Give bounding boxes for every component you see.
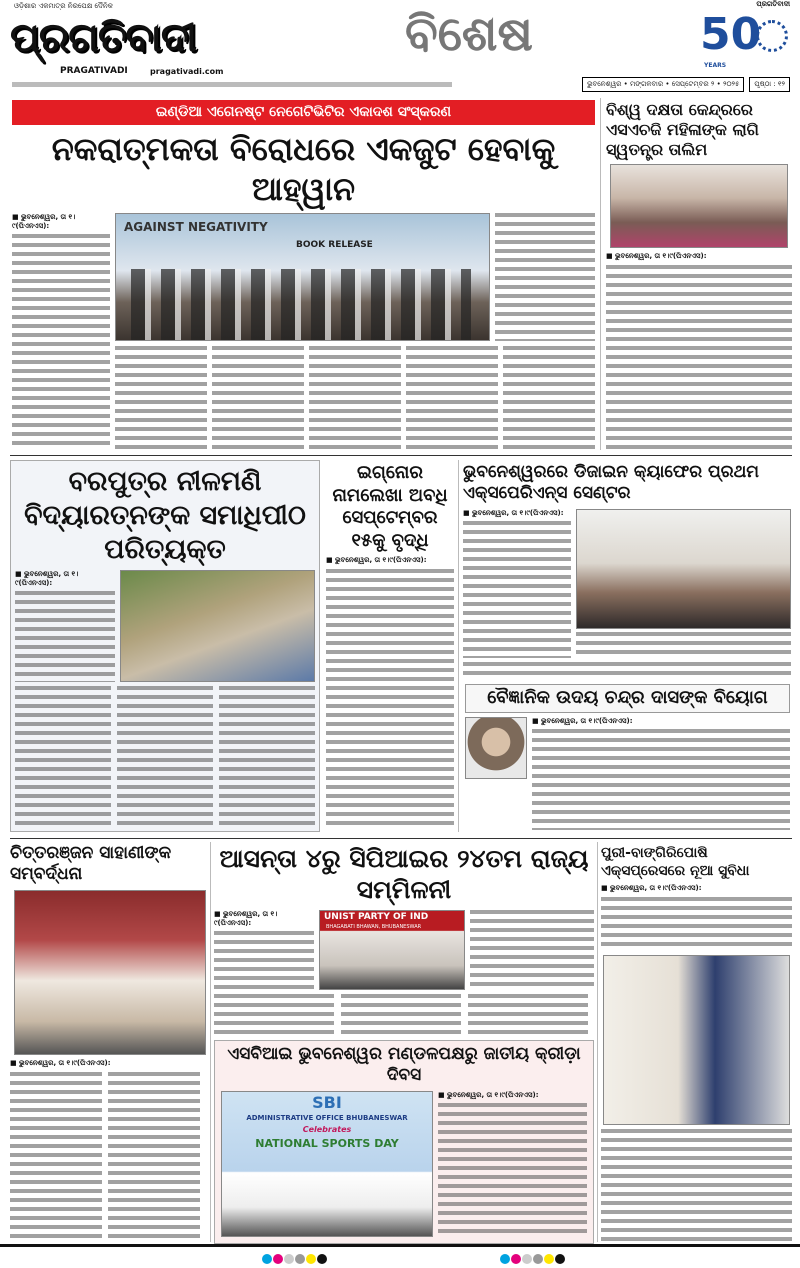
cafe-col2 bbox=[576, 509, 791, 659]
sbi-photo-line2: Celebrates bbox=[302, 1124, 352, 1134]
anniv-label: YEARS bbox=[704, 62, 727, 69]
sbi-photo-line3: NATIONAL SPORTS DAY bbox=[255, 1136, 399, 1150]
samadhi-photo bbox=[120, 570, 315, 682]
lead-story bbox=[12, 100, 595, 450]
page-number: ପୃଷ୍ଠା : ୧୨ bbox=[749, 77, 790, 92]
scientist-dateline: ■ ଭୁବନେଶ୍ୱର, ତା ୧।୯(ପିଏନଏସ): bbox=[532, 716, 633, 725]
cpi-story bbox=[214, 843, 594, 1036]
cafe-col1 bbox=[463, 509, 571, 659]
cafe-body-bottom bbox=[463, 662, 791, 680]
lead-headline: ନକରାତ୍ମକତା ବିରୋଧରେ ଏକଜୁଟ ହେବାକୁ ଆହ୍ୱାନ bbox=[51, 130, 556, 208]
samadhi-story bbox=[10, 460, 320, 832]
lead-photo-row bbox=[115, 213, 595, 341]
ignou-headline: ଇଗ୍ନୋର ନାମଲେଖା ଅବଧି ସେପ୍ଟେମ୍ବର ୧୫କୁ ବୃଦ୍ଧି bbox=[332, 462, 448, 551]
lead-kicker: ଇଣ୍ଡିଆ ଏଗେନଷ୍ଟ ନେଗେଟିଭିଟିର ଏକାଦଶ ସଂସ୍କରଣ bbox=[12, 100, 595, 125]
anniversary-logo bbox=[700, 0, 790, 74]
ignou-dateline: ■ ଭୁବନେଶ୍ୱର, ତା ୧।୯(ପିଏନଏସ): bbox=[326, 556, 427, 564]
column-rule bbox=[458, 460, 459, 832]
cpi-dateline: ■ ଭୁବନେଶ୍ୱର, ତା ୧।୯(ପିଏନଏସ): bbox=[214, 909, 278, 927]
date-strip bbox=[582, 77, 790, 92]
cpi-col1 bbox=[214, 910, 314, 990]
logo-english: PRAGATIVADI bbox=[60, 66, 128, 76]
date-rule bbox=[12, 82, 452, 87]
lead-body bbox=[12, 213, 595, 450]
lead-body-bottom bbox=[115, 346, 595, 450]
samadhi-headline: ବରପୁତ୍ର ନୀଳମଣି ବିଦ୍ୟାରତ୍ନଙ୍କ ସମାଧିପୀଠ ପରିତ୍ୟକ୍ତ bbox=[24, 466, 306, 565]
scientist-headline: ବୈଜ୍ଞାନିକ ଉଦୟ ଚନ୍ଦ୍ର ଦାସଙ୍କ ବିୟୋଗ bbox=[465, 684, 790, 713]
express-caption bbox=[601, 1129, 792, 1241]
website: pragativadi.com bbox=[150, 67, 224, 76]
cafe-dateline: ■ ଭୁବନେଶ୍ୱର, ତା ୧।୯(ପିଏନଏସ): bbox=[463, 508, 564, 517]
column-rule bbox=[210, 842, 211, 1242]
lead-dateline: ■ ଭୁବନେଶ୍ୱର, ତା ୧।୯(ପିଏନଏସ): bbox=[12, 213, 76, 231]
express-headline: ପୁରୀ-ବାଙ୍ଗିରିପୋଷି ଏକ୍ସପ୍ରେସରେ ନୂଆ ସୁବିଧା bbox=[601, 845, 750, 879]
cpi-headline: ଆସନ୍ତା ୪ରୁ ସିପିଆଇର ୨୪ତମ ରାଜ୍ୟ ସମ୍ମିଳନୀ bbox=[219, 844, 589, 905]
felicitation-story bbox=[10, 843, 206, 1241]
express-dateline: ■ ଭୁବନେଶ୍ୱର, ତା ୧।୯(ପିଏନଏସ): bbox=[601, 884, 702, 892]
column-rule bbox=[600, 98, 601, 450]
lead-col1 bbox=[12, 213, 110, 450]
lead-main bbox=[115, 213, 595, 450]
express-body bbox=[601, 897, 792, 951]
express-story bbox=[601, 845, 792, 1241]
felicitation-headline: ଚିତ୍ତରଞ୍ଜନ ସାହାଣୀଙ୍କ ସମ୍ବର୍ଦ୍ଧନା bbox=[10, 843, 172, 885]
scientist-body bbox=[532, 729, 790, 830]
scientist-photo bbox=[465, 717, 527, 779]
cpi-body-col2 bbox=[470, 910, 594, 990]
tagline: ଓଡ଼ିଶାର ଏକମାତ୍ର ନିରପେକ୍ଷ ଦୈନିକ bbox=[14, 2, 113, 10]
samadhi-col1 bbox=[15, 570, 115, 682]
cpi-body-col1 bbox=[214, 931, 314, 990]
cafe-body-col2 bbox=[576, 632, 791, 654]
cpi-body-row bbox=[214, 910, 594, 990]
sbi-dateline: ■ ଭୁବନେଶ୍ୱର, ତା ୧।୯(ପିଏନଏସ): bbox=[438, 1090, 539, 1099]
shg-photo bbox=[610, 164, 788, 248]
cafe-headline: ଭୁବନେଶ୍ୱରରେ ଡିଜାଇନ କ୍ୟାଫେର ପ୍ରଥମ ଏକ୍ସପେରିଏନ୍ସ ସେଣ୍ଟର bbox=[463, 462, 760, 504]
cpi-banner-sub: BHAGABATI BHAWAN, BHUBANESWAR bbox=[326, 923, 422, 930]
sbi-photo-line1: ADMINISTRATIVE OFFICE BHUBANESWAR bbox=[246, 1113, 408, 1122]
emblem-icon bbox=[756, 20, 788, 52]
lead-photo bbox=[115, 213, 490, 341]
registration-marks bbox=[262, 1249, 328, 1268]
scientist-body-row bbox=[465, 717, 790, 831]
samadhi-body-bottom bbox=[15, 686, 315, 827]
column-rule bbox=[597, 842, 598, 1242]
anniv-number: 50 bbox=[700, 9, 762, 60]
cafe-photo bbox=[576, 509, 791, 629]
sbi-body-row bbox=[221, 1091, 587, 1238]
sbi-logo: SBI bbox=[312, 1092, 342, 1112]
felicitation-body bbox=[10, 1072, 206, 1241]
shg-story bbox=[606, 100, 792, 450]
felicitation-photo bbox=[14, 890, 206, 1055]
sbi-col bbox=[438, 1091, 587, 1238]
cpi-banner: UNIST PARTY OF IND bbox=[324, 911, 429, 922]
sbi-photo bbox=[221, 1091, 433, 1238]
registration-marks bbox=[500, 1249, 566, 1268]
lead-body-col1 bbox=[12, 234, 110, 450]
cpi-photo bbox=[319, 910, 465, 990]
lead-body-col2 bbox=[495, 213, 595, 341]
samadhi-mid bbox=[15, 570, 315, 682]
scientist-col bbox=[532, 717, 790, 831]
date-box: ଭୁବନେଶ୍ୱର • ମଙ୍ଗଳବାର • ସେପ୍ଟେମ୍ବର ୨ • ୨୦୨୫ bbox=[582, 77, 744, 92]
scientist-story bbox=[465, 684, 790, 830]
masthead bbox=[0, 0, 800, 95]
photo-banner: AGAINST NEGATIVITY bbox=[124, 220, 268, 234]
felicitation-dateline: ■ ଭୁବନେଶ୍ୱର, ତା ୧।୯(ପିଏନଏସ): bbox=[10, 1058, 111, 1067]
samadhi-body-col1 bbox=[15, 591, 115, 682]
sbi-story bbox=[214, 1040, 594, 1244]
cpi-body-bottom bbox=[214, 994, 594, 1037]
cafe-body-col1 bbox=[463, 521, 571, 658]
footer-rule bbox=[0, 1244, 800, 1247]
shg-dateline: ■ ଭୁବନେଶ୍ୱର, ତା ୧।୯(ପିଏନଏସ): bbox=[606, 252, 707, 260]
section-title: ବିଶେଷ bbox=[405, 6, 533, 62]
photo-banner-2: BOOK RELEASE bbox=[296, 240, 373, 250]
cafe-story bbox=[463, 462, 791, 680]
cafe-body-row bbox=[463, 509, 791, 659]
anniv-brand: ପ୍ରଗତିବାଦୀ bbox=[756, 0, 790, 8]
newspaper-logo: ପ୍ରଗତିବାଦୀ bbox=[10, 15, 197, 61]
shg-body bbox=[606, 265, 792, 450]
shg-headline: ବିଶ୍ୱ ଦକ୍ଷତା କେନ୍ଦ୍ରରେ ଏସଏଚଜି ମହିଳାଙ୍କ ଲାଗି ସ୍ୱତନ୍ତ୍ର ତାଲିମ bbox=[606, 100, 759, 159]
people-group bbox=[131, 269, 471, 341]
express-photo bbox=[603, 955, 790, 1125]
ignou-body bbox=[326, 569, 454, 830]
sbi-body bbox=[438, 1103, 587, 1237]
section-divider bbox=[10, 838, 792, 839]
ignou-story bbox=[326, 462, 454, 830]
samadhi-dateline: ■ ଭୁବନେଶ୍ୱର, ତା ୧।୯(ପିଏନଏସ): bbox=[15, 570, 79, 588]
section-divider bbox=[10, 455, 792, 456]
sbi-headline: ଏସବିଆଇ ଭୁବନେଶ୍ୱର ମଣ୍ଡଳପକ୍ଷରୁ ଜାତୀୟ କ୍ରୀଡ଼ା ଦିବସ bbox=[227, 1044, 581, 1086]
